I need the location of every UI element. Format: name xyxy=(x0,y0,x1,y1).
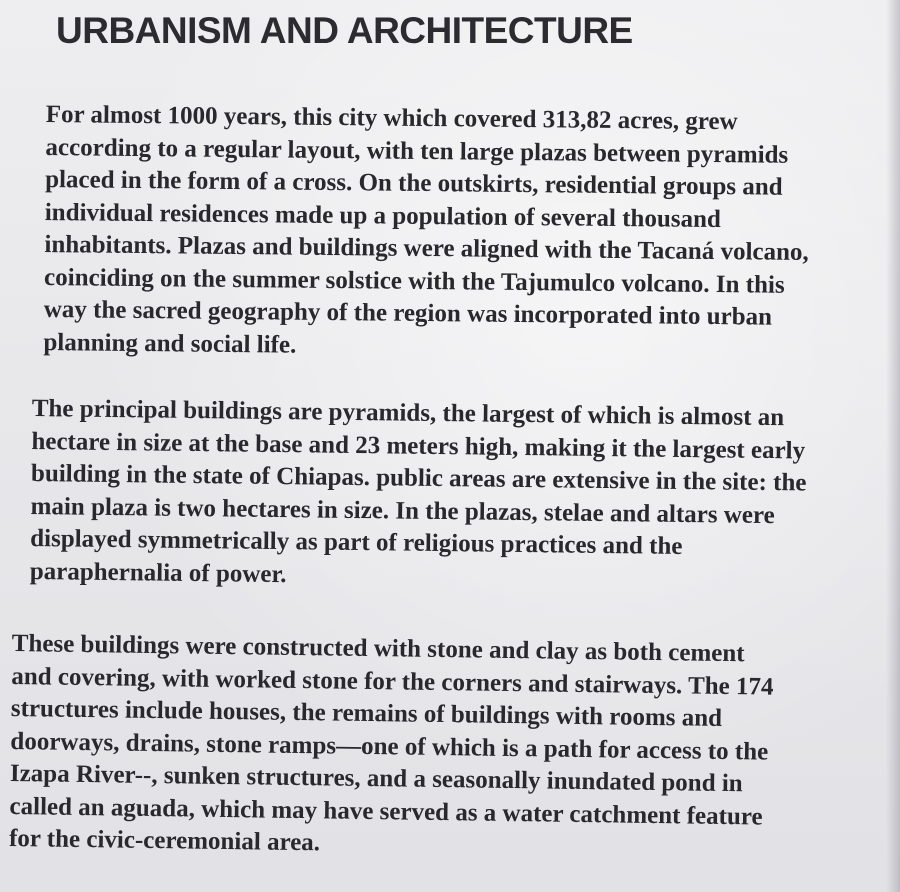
text-line: Izapa River--, sunken structures, and a seasonally inundated pond in xyxy=(9,759,743,798)
text-line: inhabitants. Plazas and buildings were aligned with the Tacaná volcano, xyxy=(44,230,809,266)
text-line: according to a regular layout, with ten large plazas between pyramids xyxy=(45,133,789,169)
panel-title: URBANISM AND ARCHITECTURE xyxy=(56,10,633,51)
text-line: and covering, with worked stone for the corners and stairways. The 174 xyxy=(11,662,774,701)
text-line: for the civic-ceremonial area. xyxy=(8,824,321,857)
text-line: main plaza is two hectares in size. In the plazas, stelae and altars were xyxy=(30,492,775,529)
text-line: building in the state of Chiapas. public areas are extensive in the site: the xyxy=(30,459,807,497)
text-line: individual residences made up a population of several thousand xyxy=(44,198,721,233)
text-line: paraphernalia of power. xyxy=(29,557,287,588)
text-line: coinciding on the summer solstice with the Tajumulco volcano. In this xyxy=(43,263,785,299)
text-line: planning and social life. xyxy=(43,328,297,359)
text-line: structures include houses, the remains of buildings with rooms and xyxy=(10,694,723,732)
text-line: displayed symmetrically as part of religious practices and the xyxy=(30,524,683,560)
text-line: called an aguada, which may have served as a water catchment feature xyxy=(9,792,763,830)
text-line: way the sacred geography of the region was incorporated into urban xyxy=(43,295,773,331)
text-line: hectare in size at the base and 23 meters high, making it the largest early xyxy=(31,427,806,464)
text-line: For almost 1000 years, this city which covered 313,82 acres, grew xyxy=(45,100,738,136)
text-line: These buildings were constructed with stone and clay as both cement xyxy=(11,629,745,668)
paragraph-construction xyxy=(9,628,882,868)
paragraph-principal-buildings xyxy=(30,393,882,598)
text-line: The principal buildings are pyramids, the largest of which is almost an xyxy=(31,394,785,432)
text-line: doorways, drains, stone ramps—one of which is a path for access to the xyxy=(10,727,769,766)
text-line: placed in the form of a cross. On the outskirts, residential groups and xyxy=(45,165,783,201)
paragraph-urban-layout xyxy=(43,99,876,368)
panel-edge-shadow xyxy=(886,0,900,892)
